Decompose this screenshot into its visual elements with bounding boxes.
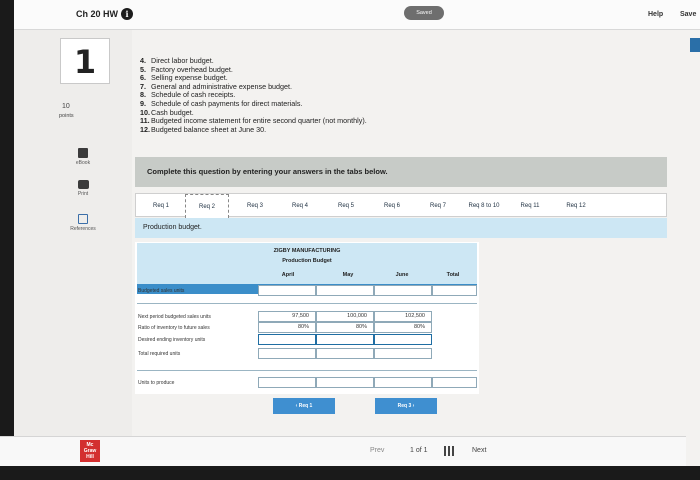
total-required-april-input[interactable] <box>258 348 316 359</box>
next-june-value: 102,500 <box>374 311 432 322</box>
tab-req-3[interactable]: Req 3 <box>246 203 263 209</box>
next-april-value: 97,500 <box>258 311 316 322</box>
produce-may-input[interactable] <box>316 377 374 388</box>
total-header: Total <box>446 272 460 278</box>
next-req-button[interactable]: Req 3 › <box>375 398 437 414</box>
sales-april-input[interactable] <box>258 285 316 296</box>
requirement-tabs <box>135 193 667 217</box>
tab-req-12[interactable]: Req 12 <box>566 203 586 209</box>
row-budgeted-sales: Budgeted sales units <box>138 288 185 294</box>
tab-req-1[interactable]: Req 1 <box>152 203 169 209</box>
task-item: 9. Schedule of cash payments for direct materials. <box>140 98 303 108</box>
task-item: 6. Selling expense budget. <box>140 73 228 83</box>
prev-req-button[interactable]: ‹ Req 1 <box>273 398 335 414</box>
budget-title: Production Budget <box>282 258 332 264</box>
references-icon <box>78 214 88 224</box>
tab-req-4[interactable]: Req 4 <box>291 203 308 209</box>
references-label: References <box>70 226 96 232</box>
tab-req-11[interactable]: Req 11 <box>520 203 540 209</box>
saved-badge: Saved <box>404 6 444 20</box>
sales-total-input[interactable] <box>432 285 477 296</box>
print-label: Print <box>77 191 89 197</box>
company-name: ZIGBY MANUFACTURING <box>273 248 341 254</box>
row-ratio: Ratio of inventory to future sales <box>138 325 210 331</box>
grid-icon[interactable] <box>444 446 454 456</box>
printer-icon <box>78 180 89 189</box>
task-item: 8. Schedule of cash receipts. <box>140 90 236 100</box>
info-icon[interactable]: i <box>121 8 133 20</box>
sales-june-input[interactable] <box>374 285 432 296</box>
save-link[interactable]: Save <box>680 11 697 18</box>
sales-may-input[interactable] <box>316 285 374 296</box>
chevron-right-icon: › <box>412 403 415 409</box>
task-item: 5. Factory overhead budget. <box>140 64 233 74</box>
tab-req-5[interactable]: Req 5 <box>337 203 354 209</box>
print-button[interactable] <box>63 180 103 197</box>
divider <box>137 303 477 304</box>
row-next-period: Next period budgeted sales units <box>138 314 211 320</box>
desired-may-input[interactable] <box>316 334 374 345</box>
references-button[interactable] <box>63 214 103 232</box>
side-panel-tab[interactable] <box>690 38 700 52</box>
instruction-text: Complete this question by entering your answers in the tabs below. <box>147 167 388 176</box>
total-required-june-input[interactable] <box>374 348 432 359</box>
divider <box>137 370 477 371</box>
next-may-value: 100,000 <box>316 311 374 322</box>
page-indicator: 1 of 1 <box>410 447 428 454</box>
task-item: 12. Budgeted balance sheet at June 30. <box>140 124 267 134</box>
mcgraw-hill-logo: Mc Graw Hill <box>80 440 100 462</box>
chevron-left-icon: ‹ <box>295 403 298 409</box>
month-june: June <box>395 272 409 278</box>
task-item: 4. Direct labor budget. <box>140 56 214 65</box>
tab-req-8-to-10[interactable]: Req 8 to 10 <box>468 203 500 209</box>
task-item: 11. Budgeted income statement for entire second quarter (not monthly). <box>140 116 367 126</box>
points-value: 10 <box>62 103 70 110</box>
assignment-title: Ch 20 HW <box>76 9 119 19</box>
task-list <box>140 57 367 134</box>
section-bar <box>135 218 667 238</box>
produce-june-input[interactable] <box>374 377 432 388</box>
tab-req-6[interactable]: Req 6 <box>383 203 400 209</box>
prev-link[interactable]: Prev <box>370 447 385 454</box>
points-label: points <box>59 113 74 119</box>
month-april: April <box>281 272 295 278</box>
row-total-required: Total required units <box>138 351 181 357</box>
row-units-to-produce: Units to produce <box>138 380 175 386</box>
question-number: 1 <box>60 38 110 84</box>
ebook-button[interactable] <box>63 148 103 166</box>
produce-total-input[interactable] <box>432 377 477 388</box>
desired-june-input[interactable] <box>374 334 432 345</box>
produce-april-input[interactable] <box>258 377 316 388</box>
month-may: May <box>342 272 354 278</box>
book-icon <box>78 148 88 158</box>
row-desired-ending: Desired ending inventory units <box>138 337 206 343</box>
section-label: Production budget. <box>143 224 202 231</box>
tab-req-2[interactable]: Req 2 <box>185 194 229 218</box>
ratio-april-value: 80% <box>258 322 316 333</box>
left-column <box>14 30 132 466</box>
bottom-bar <box>0 436 686 466</box>
help-link[interactable]: Help <box>648 11 664 18</box>
desired-april-input[interactable] <box>258 334 316 345</box>
tab-req-7[interactable]: Req 7 <box>429 203 446 209</box>
ratio-june-value: 80% <box>374 322 432 333</box>
total-required-may-input[interactable] <box>316 348 374 359</box>
ratio-may-value: 80% <box>316 322 374 333</box>
next-link[interactable]: Next <box>472 447 487 454</box>
task-item: 10. Cash budget. <box>140 107 194 117</box>
task-item: 7. General and administrative expense budget. <box>140 81 293 91</box>
ebook-label: eBook <box>75 160 91 166</box>
top-bar <box>14 0 700 30</box>
